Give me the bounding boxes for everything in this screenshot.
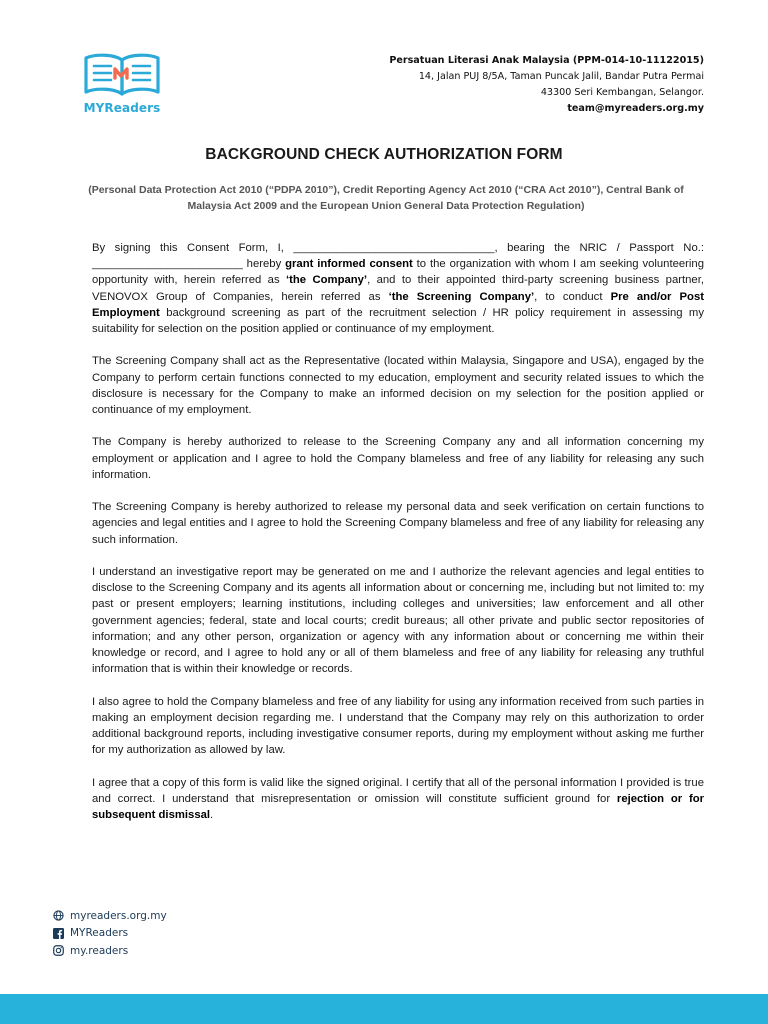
footer-facebook[interactable] — [52, 925, 167, 943]
paragraph-certify: I agree that a copy of this form is valid like the signed original. I certify that all of the personal information I provided is true and correct. I understand that misrepresentation or omission will constitute sufficient ground for rejection or for subsequent dismissal. — [92, 776, 705, 822]
logo-text: MYReaders — [83, 101, 161, 115]
org-address-line2: 43300 Seri Kembangan, Selangor. — [540, 87, 704, 98]
bottom-accent-bar — [0, 994, 768, 1024]
globe-icon — [52, 910, 64, 922]
footer-instagram[interactable] — [52, 942, 167, 960]
page-subtitle: (Personal Data Protection Act 2010 (“PDPA 2010”), Credit Reporting Agency Act 2010 (“CRA Act 2010”), Central Bank of Malaysia Act 2009 and the European Union General Data Protection Regulation) — [88, 184, 684, 212]
paragraph-company-release: The Company is hereby authorized to release to the Screening Company any and all information concerning my employment or application and I agree to hold the Company blameless and free of any liability for releasing any such information. — [92, 436, 704, 481]
form-body — [92, 240, 704, 839]
org-name: Persatuan Literasi Anak Malaysia (PPM-014-10-11122015) — [389, 55, 704, 66]
paragraph-representative: The Screening Company shall act as the Representative (located within Malaysia, Singapore and USA), engaged by the Company to perform certain functions connected to my education, employment and security related issues to which the disclosure is necessary for the Company to make an informed decision on my selection for the position applied or continuance of my employment. — [92, 355, 704, 417]
org-header — [389, 53, 704, 117]
paragraph-consent: By signing this Consent Form, I, ________________________________, bearing the NRIC / Passport No.: ________________________ hereby grant informed consent to the organization with whom I am seeking volunteering opportunity with, herein referred as ‘the Company’, and to their appointed third-party screening business partner, VENOVOX Group of Companies, herein referred as ‘the Screening Company’, to conduct Pre and/or Post Employment background screening as part of the recruitment selection / HR policy requirement in assessing my suitability for selection on the position applied or continuance of my employment. — [92, 242, 705, 336]
page-title: BACKGROUND CHECK AUTHORIZATION FORM — [205, 146, 563, 163]
footer-website[interactable] — [52, 907, 167, 925]
footer-instagram-text: my.readers — [70, 944, 129, 957]
footer-facebook-text: MYReaders — [70, 927, 129, 940]
footer-contacts — [52, 907, 167, 960]
book-logo-icon — [81, 52, 163, 98]
footer-website-text: myreaders.org.my — [70, 909, 167, 922]
paragraph-screening-release: The Screening Company is hereby authorized to release my personal data and seek verification on certain functions to agencies and legal entities and I agree to hold the Screening Company blameless and free of any liability for releasing any such information. — [92, 501, 704, 546]
org-address-line1: 14, Jalan PUJ 8/5A, Taman Puncak Jalil, Bandar Putra Permai — [418, 71, 704, 82]
logo — [78, 52, 166, 115]
org-email[interactable]: team@myreaders.org.my — [567, 103, 704, 114]
instagram-icon — [52, 945, 64, 957]
facebook-icon — [52, 927, 64, 939]
paragraph-blameless: I also agree to hold the Company blameless and free of any liability for using any information received from such parties in making an employment decision regarding me. I understand that the Company may rely on this authorization to order additional background reports, including investigative consumer reports, during my employment without asking me further for my authorization as allowed by law. — [92, 695, 704, 757]
paragraph-investigative-report: I understand an investigative report may be generated on me and I authorize the relevant agencies and legal entities to disclose to the Screening Company and its agents all information about or concerning me, including but not limited to: my past or present employers; learning institutions, including colleges and universities; law enforcement and all other government agencies; federal, state and local courts; credit bureaus; all other private and public sector repositories of information; and any other person, organization or agency with any information about or concerning me within their knowledge or record, and I agree to hold any or all of them blameless and free of any liability for releasing any truthful information that is within their knowledge or records. — [92, 566, 704, 676]
